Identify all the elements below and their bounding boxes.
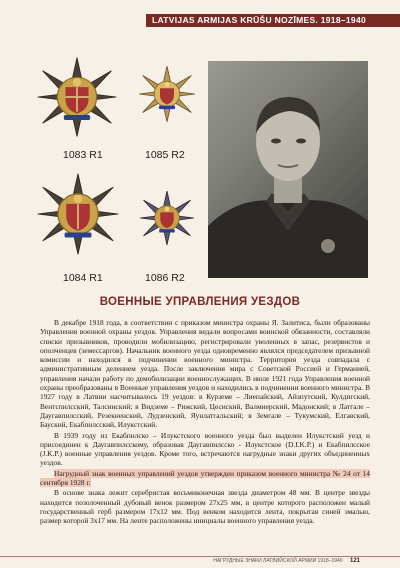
medal-1083-image [36,56,118,138]
page-header: LATVIJAS ARMIJAS KRŪŠU NOZĪMES. 1918–1940 [146,14,400,27]
paragraph-description: В основе знака лежит серебристая восьмиконечная звезда диаметром 48 мм. В центре звезды находится позолоченный дубовый венок размером 27х25 мм, в центре которого расположен малый государственный герб размером 17х12 мм. Под венком находится лента, покрытая синей эмалью, размер которой 3х17 мм. На ленте расположены инициалы военного управления уезда. [40,488,370,526]
paragraph-history: В декабре 1918 года, в соответствии с приказом министра охраны Я. Залитиса, были образованы Управления военной охраны уездов. Управления ведали вопросами воинской обязанности, составляли списки призывников, проводили мобилизацию, регистрировали уволенных в запас, резервистов и ополченцев (земессаргов). Начальник военного уезда одновременно являлся председателем призывной комиссии и находился в подчинении военного министра. Территория уезда совпадала с административным делением уезда. После заключения мира с Советской Россией и Германией, управления начали работу по демобилизации военнослужащих. В июле 1921 года Управления военной охраны преобразованы в Военные управления уездов и находились в подчинении военного министра. В 1927 году в Латвии насчитывалось 19 уездов: в Курземе – Лиепайский, Айзпутский, Кулдигский, Вентспилсский, Талсинский; в Видземе – Рижский, Цесиский, Валмиерский, Мадонский; в Латгале – Даугавпилсский, Резекненский, Лудзенский, Яунлатгальский; в Земгале – Тукумский, Елгавский, Бауский, Екабпилсский, Илукстский. [40,318,370,430]
medal-1083-caption: 1083 R1 [63,149,103,161]
medal-1085-caption: 1085 R2 [145,149,185,161]
page-number: 121 [349,558,360,564]
paragraph-1939: В 1939 году из Екабпилско – Илукстского военного уезда был выделен Илукстский уезд и присоединен к Даугавпилсскому, образовав Даугавпилсско - Илукстское (D.I.K.P.) и Екабпилсское (J.K.P.) военные управления уездов. Кроме того, встречаются нагрудные знаки других объединенных уездов. [40,430,370,468]
paragraph-approval [40,469,370,488]
medal-1084-caption: 1084 R1 [63,272,103,284]
page-footer [213,558,360,564]
portrait-photo [208,61,368,278]
medal-1086-image [139,190,195,246]
body-text [40,318,370,527]
highlighted-approval-text: Нагрудный знак военных управлений уездов утвержден приказом военного министра № 24 от 14 сентября 1928 г. [40,468,370,488]
medal-1085-image [138,65,196,123]
footer-divider [0,556,400,557]
medal-1084-image [36,172,120,256]
footer-book-title: НАГРУДНЫЕ ЗНАКИ ЛАТВИЙСКОЙ АРМИИ 1918–1940 [213,558,343,564]
section-title: ВОЕННЫЕ УПРАВЛЕНИЯ УЕЗДОВ [99,296,301,308]
medal-1086-caption: 1086 R2 [145,272,185,284]
